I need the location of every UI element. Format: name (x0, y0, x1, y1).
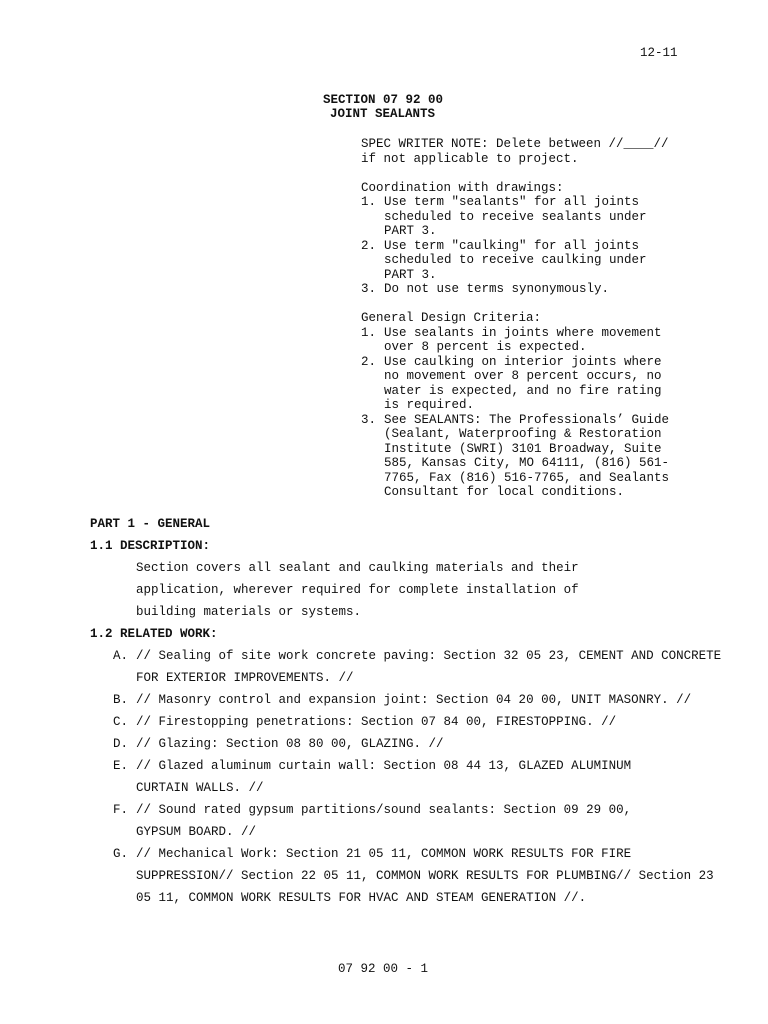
note-intro-line-1: SPEC WRITER NOTE: Delete between //____// (361, 137, 669, 151)
list-text: Use caulking on interior joints where no movement over 8 percent occurs, no water is expected, and no fire rating is required. (384, 354, 662, 412)
criteria-item (361, 326, 691, 355)
item-letter: D. (113, 737, 129, 751)
related-work-item (90, 711, 730, 733)
criteria-item (361, 413, 691, 500)
criteria-heading: General Design Criteria: (361, 311, 542, 325)
item-letter: C. (113, 715, 129, 729)
description-text: Section covers all sealant and caulking materials and their application, wherever required for complete installation of building materials or systems. (136, 561, 579, 619)
item-letter: B. (113, 693, 129, 707)
list-number: 2. (361, 354, 377, 369)
item-text: // Mechanical Work: Section 21 05 11, COMMON WORK RESULTS FOR FIRE SUPPRESSION// Section 22 05 11, COMMON WORK RESULTS FOR PLUMBING// Section 23 05 11, COMMON WORK RESULTS FOR HVAC AND STEAM GENERATION //. (136, 847, 714, 905)
note-intro-line-2: if not applicable to project. (361, 151, 579, 166)
coordination-heading: Coordination with drawings: (361, 180, 564, 195)
item-letter: F. (113, 803, 129, 817)
item-letter: E. (113, 759, 129, 773)
section-title: JOINT SEALANTS (330, 107, 436, 121)
coordination-item (361, 195, 691, 239)
item-letter: A. (113, 649, 129, 663)
related-work-heading: 1.2 RELATED WORK: (90, 627, 218, 641)
part-heading: PART 1 - GENERAL (90, 517, 211, 531)
list-number: 3. (361, 282, 377, 296)
related-work-item (90, 843, 730, 909)
list-text: Use term "sealants" for all joints scheduled to receive sealants under PART 3. (384, 195, 647, 238)
item-text: // Firestopping penetrations: Section 07 84 00, FIRESTOPPING. // (136, 715, 617, 729)
description-heading: 1.1 DESCRIPTION: (90, 539, 211, 553)
list-number: 1. (361, 325, 377, 340)
document-body (90, 513, 730, 909)
related-work-item (90, 799, 730, 843)
list-number: 2. (361, 238, 377, 253)
item-text: // Sealing of site work concrete paving: Section 32 05 23, CEMENT AND CONCRETE FOR EXTERIOR IMPROVEMENTS. // (136, 649, 722, 685)
list-text: Do not use terms synonymously. (384, 282, 610, 296)
coordination-item (361, 239, 691, 283)
criteria-item (361, 355, 691, 413)
related-work-item (90, 689, 730, 711)
coordination-item (361, 282, 691, 297)
item-text: // Sound rated gypsum partitions/sound sealants: Section 09 29 00, GYPSUM BOARD. // (136, 803, 632, 839)
page-number: 07 92 00 - 1 (338, 962, 429, 976)
list-text: Use term "caulking" for all joints scheduled to receive caulking under PART 3. (384, 238, 647, 282)
item-letter: G. (113, 847, 129, 861)
item-text: // Glazing: Section 08 80 00, GLAZING. // (136, 737, 444, 751)
list-text: Use sealants in joints where movement over 8 percent is expected. (384, 325, 662, 354)
related-work-item (90, 755, 730, 799)
section-number: SECTION 07 92 00 (323, 93, 444, 107)
related-work-item (90, 645, 730, 689)
list-number: 1. (361, 195, 377, 209)
item-text: // Masonry control and expansion joint: Section 04 20 00, UNIT MASONRY. // (136, 693, 692, 707)
spec-writer-note (361, 137, 691, 500)
list-number: 3. (361, 412, 377, 427)
related-work-item (90, 733, 730, 755)
list-text: See SEALANTS: The Professionals’ Guide (Sealant, Waterproofing & Restoration Institute (SWRI) 3101 Broadway, Suite 585, Kansas City, MO 64111, (816) 561-7765, Fax (816) 516-7765, and Sealants Consultant for local conditions. (384, 412, 670, 499)
item-text: // Glazed aluminum curtain wall: Section 08 44 13, GLAZED ALUMINUM CURTAIN WALLS. // (136, 759, 632, 795)
page-reference: 12-11 (640, 46, 678, 60)
